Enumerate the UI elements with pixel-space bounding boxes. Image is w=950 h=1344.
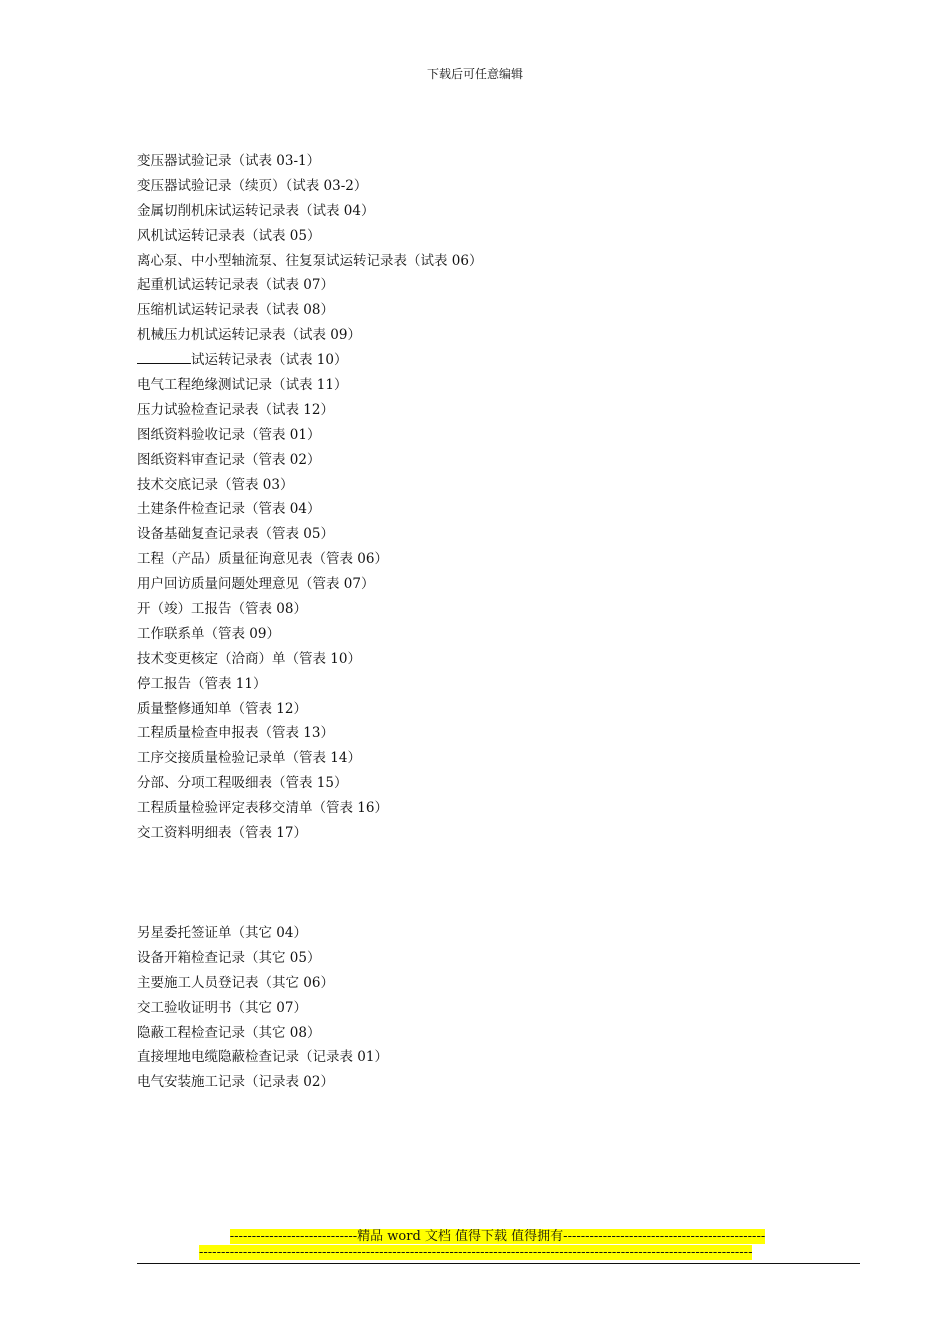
list-item — [137, 597, 482, 622]
list-item — [137, 448, 482, 473]
list-item-text: 变压器试验记录（续页）（试表 03-2） — [137, 177, 368, 194]
list-item — [137, 1021, 388, 1046]
list-item — [137, 1070, 388, 1095]
list-item-text: 开（竣）工报告（管表 08） — [137, 601, 307, 618]
list-item-text: 压力试验检查记录表（试表 12） — [137, 401, 334, 418]
list-item-text: 图纸资料审查记录（管表 02） — [137, 451, 321, 468]
list-item-text: 工程质量检查申报表（管表 13） — [137, 725, 334, 742]
list-item-text: 机械压力机试运转记录表（试表 09） — [137, 327, 361, 344]
list-item-text: 金属切削机床试运转记录表（试表 04） — [137, 202, 375, 219]
list-item-text: 技术交底记录（管表 03） — [137, 476, 294, 493]
list-item-text: 用户回访质量问题处理意见（管表 07） — [137, 576, 375, 593]
list-item — [137, 821, 482, 846]
list-item — [137, 398, 482, 423]
list-item — [137, 697, 482, 722]
list-item-text: 设备基础复查记录表（管表 05） — [137, 526, 334, 543]
list-item-text: 变压器试验记录（试表 03-1） — [137, 153, 321, 169]
list-item-text: 离心泵、中小型轴流泵、往复泵试运转记录表（试表 06） — [137, 252, 483, 269]
list-item — [137, 547, 482, 572]
list-item-text: 隐蔽工程检查记录（其它 08） — [137, 1024, 321, 1041]
list-item — [137, 746, 482, 771]
list-item — [137, 249, 482, 274]
list-item — [137, 174, 482, 199]
list-item — [137, 647, 482, 672]
list-item-text: 工序交接质量检验记录单（管表 14） — [137, 750, 361, 767]
list-item — [137, 348, 482, 373]
list-item-text: 风机试运转记录表（试表 05） — [137, 227, 321, 244]
list-item-text: 试运转记录表（试表 10） — [191, 352, 348, 369]
list-item-text: 工程（产品）质量征询意见表（管表 06） — [137, 551, 388, 568]
list-item — [137, 199, 482, 224]
list-item-text: 电气工程绝缘测试记录（试表 11） — [137, 377, 348, 394]
list-item-text: 分部、分项工程吸细表（管表 15） — [137, 775, 348, 792]
list-item-text: 图纸资料验收记录（管表 01） — [137, 426, 321, 443]
list-item-text: 土建条件检查记录（管表 04） — [137, 501, 321, 518]
list-item-text: 工程质量检验评定表移交清单（管表 16） — [137, 800, 388, 817]
list-item — [137, 323, 482, 348]
list-item — [137, 572, 482, 597]
form-list-other — [137, 921, 388, 1095]
list-item — [137, 622, 482, 647]
footer-dash-text: ------------------------------------------------------------------------------------------------------------------------------ — [199, 1245, 753, 1260]
list-item — [137, 921, 388, 946]
list-item-text: 交工验收证明书（其它 07） — [137, 999, 307, 1016]
list-item-text: 工作联系单（管表 09） — [137, 625, 280, 642]
list-item — [137, 273, 482, 298]
list-item — [137, 423, 482, 448]
list-item — [137, 796, 482, 821]
list-item — [137, 971, 388, 996]
list-item — [137, 497, 482, 522]
list-item-text: 设备开箱检查记录（其它 05） — [137, 949, 321, 966]
list-item-text: 技术变更核定（洽商）单（管表 10） — [137, 650, 361, 667]
list-item-text: 直接埋地电缆隐蔽检查记录（记录表 01） — [137, 1049, 388, 1066]
fill-in-blank — [137, 349, 191, 364]
list-item-text: 压缩机试运转记录表（试表 08） — [137, 302, 334, 319]
list-item-text: 质量整修通知单（管表 12） — [137, 700, 307, 717]
list-item — [137, 721, 482, 746]
page-header — [0, 66, 950, 82]
list-item — [137, 149, 482, 174]
list-item — [137, 771, 482, 796]
list-item — [137, 373, 482, 398]
header-text: 下载后可任意编辑 — [426, 67, 523, 81]
list-item — [137, 298, 482, 323]
list-item-text: 交工资料明细表（管表 17） — [137, 825, 307, 842]
list-item-text: 停工报告（管表 11） — [137, 675, 267, 692]
footer-line-1 — [212, 1229, 783, 1245]
list-item — [137, 473, 482, 498]
list-item — [137, 1045, 388, 1070]
list-item-text: 另星委托签证单（其它 04） — [137, 925, 307, 941]
list-item — [137, 224, 482, 249]
list-item — [137, 522, 482, 547]
list-item — [137, 996, 388, 1021]
list-item-text: 主要施工人员登记表（其它 06） — [137, 974, 334, 991]
form-list-main — [137, 149, 482, 846]
list-item-text: 电气安装施工记录（记录表 02） — [137, 1074, 334, 1091]
footer-line-2 — [199, 1245, 797, 1261]
list-item-text: 起重机试运转记录表（试表 07） — [137, 277, 334, 294]
list-item — [137, 946, 388, 971]
list-item — [137, 672, 482, 697]
footer-promo-text: -----------------------------精品 word 文档 值得下载 值得拥有---------------------------------------------- — [229, 1229, 766, 1244]
footer-divider — [137, 1263, 860, 1264]
